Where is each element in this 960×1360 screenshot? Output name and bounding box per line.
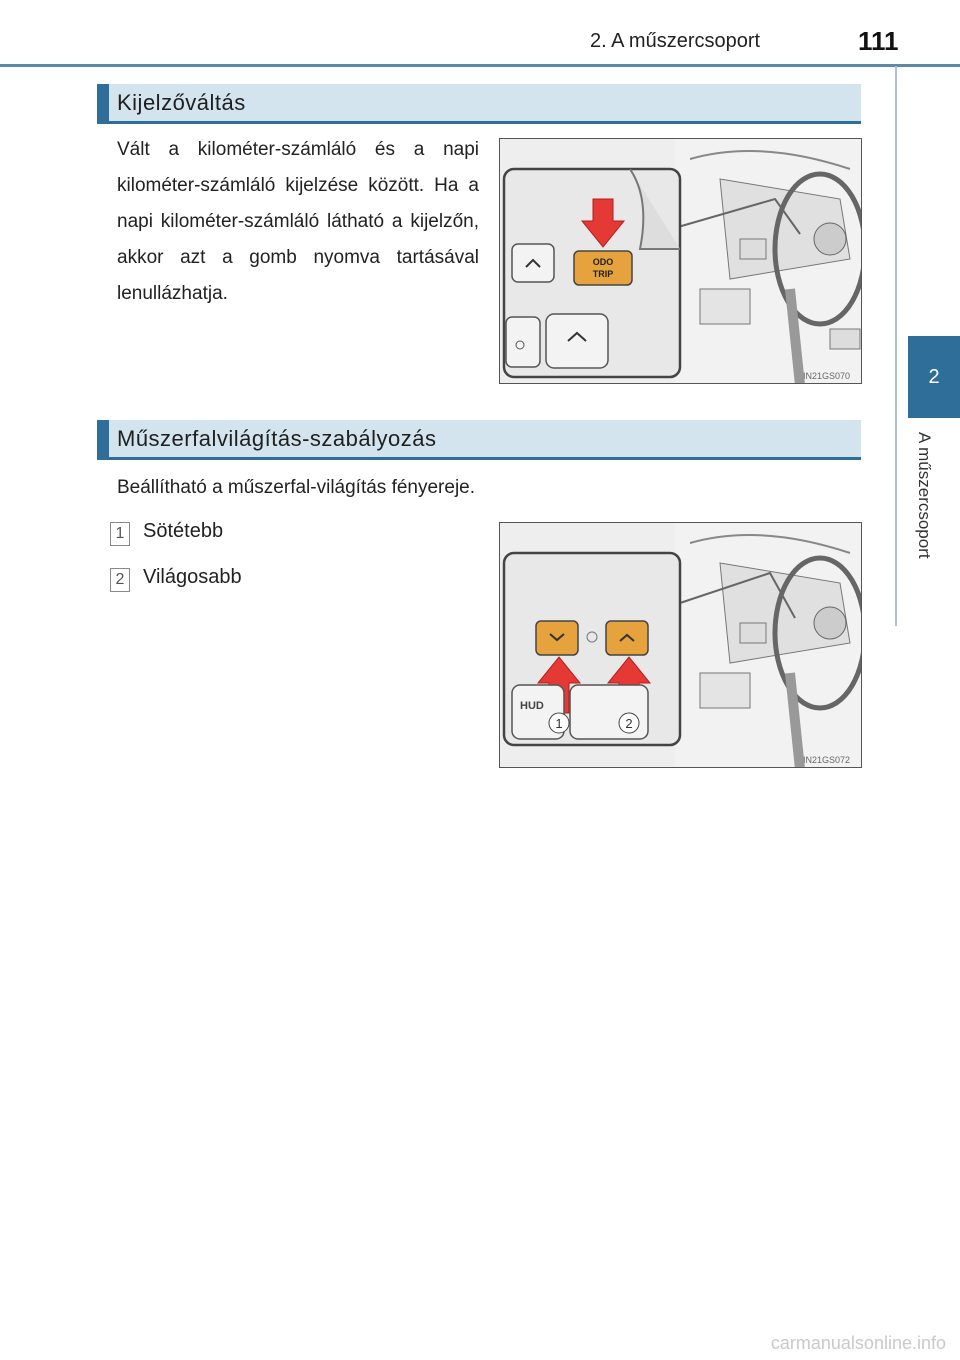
running-header-title: 2. A műszercsoport	[590, 30, 761, 52]
chapter-tab[interactable]	[908, 336, 960, 418]
chapter-number: 2	[928, 365, 940, 388]
odo-trip-illustration	[500, 139, 862, 384]
trip-label: TRIP	[592, 269, 614, 279]
odo-trip-figure	[499, 138, 862, 384]
section1-paragraph: Vált a kilométer-számláló és a napi kilométer-számláló kijelzése között. Ha a napi kilométer-számláló látható a kijelzőn, akkor azt a gomb nyomva tartásával lenullázhatja.	[117, 139, 479, 304]
item-number-1: 1	[110, 522, 130, 546]
odo-label: ODO	[592, 257, 614, 267]
section-heading-text: Műszerfalvilágítás-szabályozás	[117, 425, 437, 451]
side-rule	[895, 66, 897, 626]
header-rule	[0, 64, 960, 67]
dash-lighting-figure	[499, 522, 862, 768]
darker-button	[536, 621, 578, 655]
watermark: carmanualsonline.info	[770, 1333, 946, 1353]
section-heading-dash-lighting	[97, 420, 861, 460]
svg-text:1: 1	[555, 716, 563, 731]
hud-label: HUD	[520, 700, 544, 712]
section-heading-display-switch	[97, 84, 861, 124]
section2-paragraph: Beállítható a műszerfal-világítás fényereje.	[117, 477, 476, 498]
chapter-label: A műszercsoport	[915, 432, 934, 559]
item-number-2: 2	[110, 568, 130, 592]
section-heading-text: Kijelzőváltás	[117, 89, 246, 115]
item-label-brighter: Világosabb	[143, 566, 242, 588]
dash-lighting-illustration	[500, 523, 862, 768]
svg-text:2: 2	[625, 716, 633, 731]
item-label-darker: Sötétebb	[143, 520, 224, 542]
figure-code: IN21GS070	[802, 371, 850, 381]
figure-code: IN21GS072	[802, 755, 850, 765]
page-number: 111	[858, 26, 899, 56]
brighter-button	[606, 621, 648, 655]
